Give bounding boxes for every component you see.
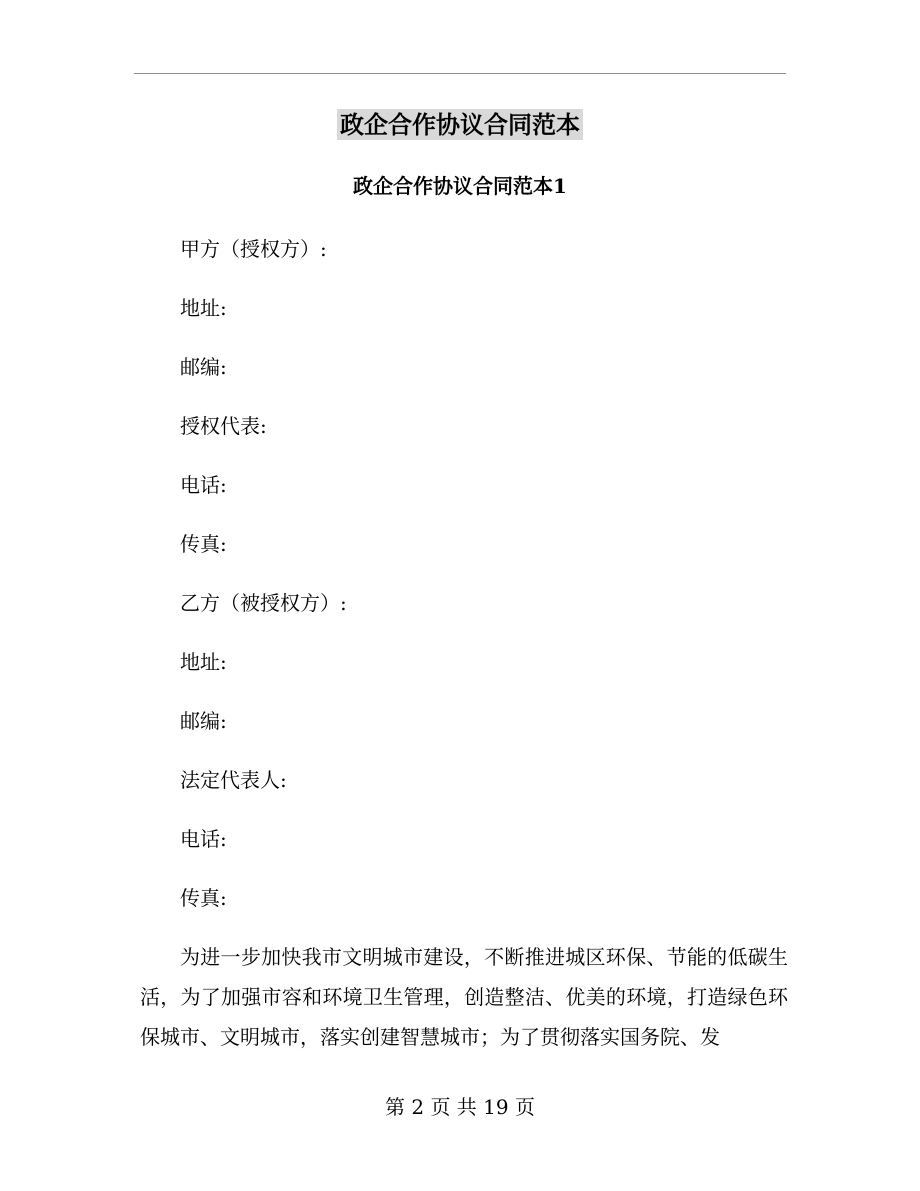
body-paragraph: 为进一步加快我市文明城市建设，不断推进城区环保、节能的低碳生活，为了加强市容和环境卫生管理，创造整洁、优美的环境，打造绿色环保城市、文明城市，落实创建智慧城市；为了贯彻落实国务院、发 xyxy=(140,945,788,1049)
page-footer: 第 2 页 共 19 页 xyxy=(385,1095,535,1119)
field-party-a-representative: 授权代表: xyxy=(180,414,267,438)
field-party-b-phone: 电话: xyxy=(180,827,227,851)
field-party-a-phone: 电话: xyxy=(180,473,227,497)
document-title-text: 政企合作协议合同范本 xyxy=(337,109,583,140)
field-party-a-address: 地址: xyxy=(180,296,227,320)
field-party-a-postcode: 邮编: xyxy=(180,355,227,379)
document-title xyxy=(0,108,920,142)
field-party-b-legal-representative: 法定代表人: xyxy=(180,768,287,792)
document-subtitle: 政企合作协议合同范本1 xyxy=(353,174,567,198)
header-rule xyxy=(134,73,786,74)
field-party-b: 乙方（被授权方）: xyxy=(180,591,347,615)
field-party-b-fax: 传真: xyxy=(180,886,227,910)
field-party-b-address: 地址: xyxy=(180,650,227,674)
field-party-b-postcode: 邮编: xyxy=(180,709,227,733)
field-party-a-fax: 传真: xyxy=(180,532,227,556)
field-party-a: 甲方（授权方）: xyxy=(180,237,327,261)
